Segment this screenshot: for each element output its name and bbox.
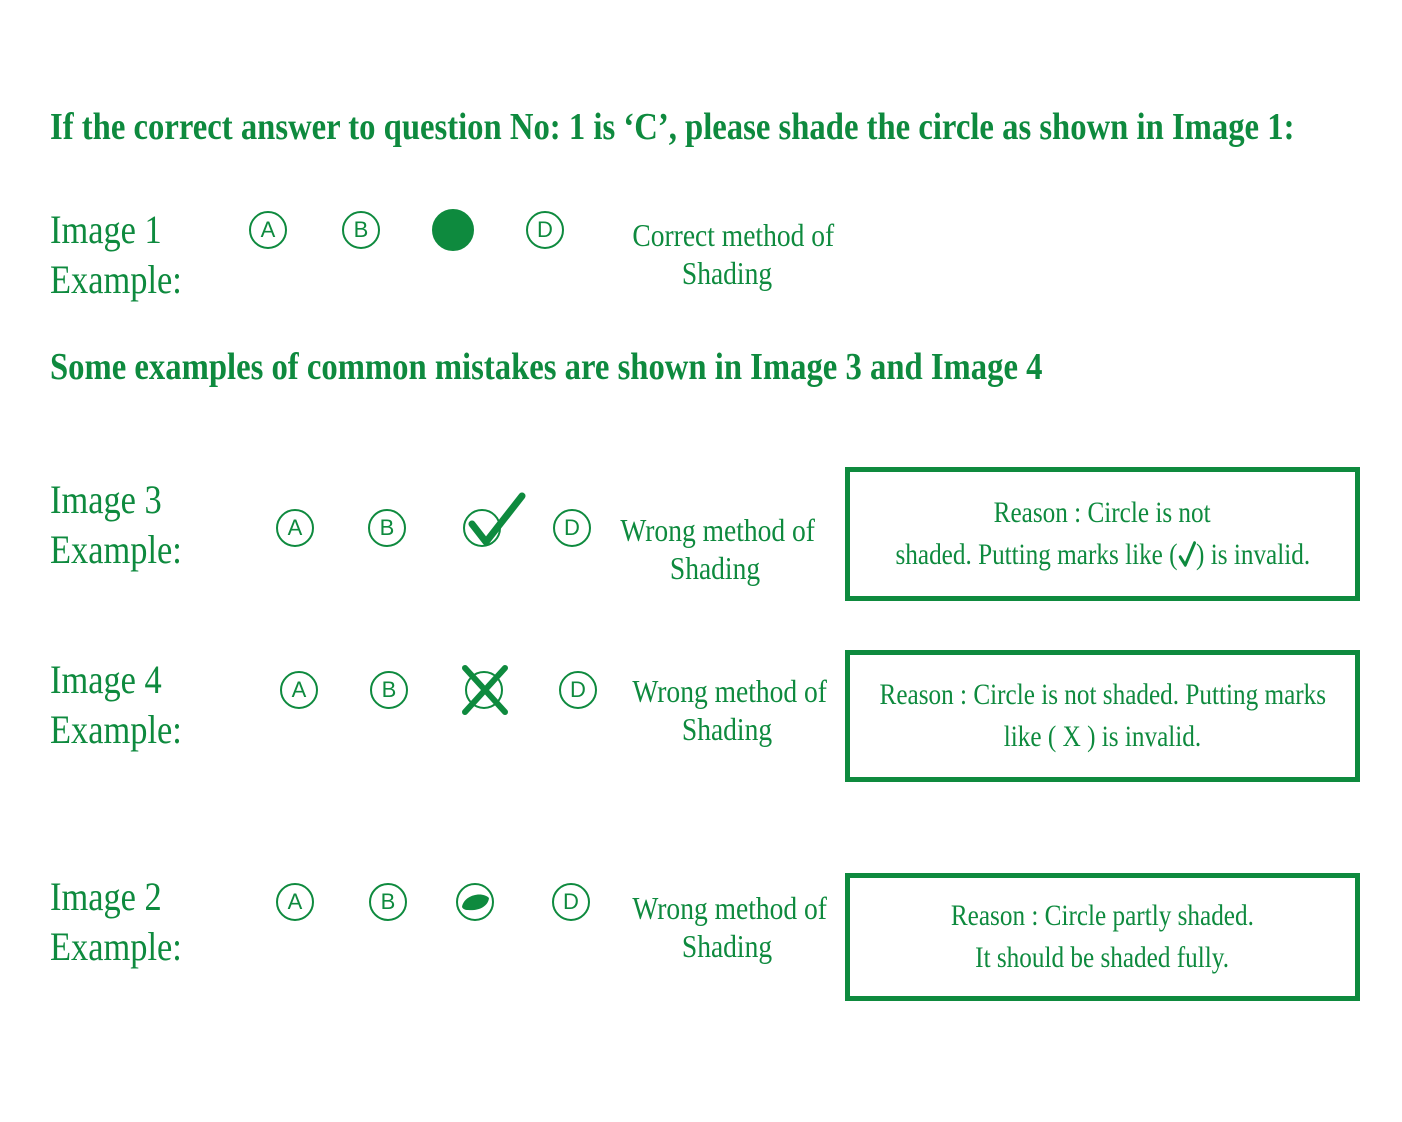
image1-label-line1: Image 1 xyxy=(50,207,162,252)
image4-method-text xyxy=(632,672,827,748)
image4-reason-box xyxy=(845,650,1360,782)
image2-label-line2: Example: xyxy=(50,924,182,969)
image4-reason-line1: Reason : Circle is not shaded. Putting marks xyxy=(879,678,1326,711)
image3-method-line1: Wrong method of xyxy=(620,512,815,548)
image3-option-d-bubble: D xyxy=(553,509,591,547)
image2-method-line1: Wrong method of xyxy=(632,890,827,926)
partial-shade-icon xyxy=(456,883,494,921)
image3-label-line1: Image 3 xyxy=(50,477,162,522)
image3-reason-line2-before: shaded. Putting marks like ( xyxy=(895,538,1178,571)
image1-label xyxy=(50,205,182,305)
image1-option-a-bubble: A xyxy=(249,211,287,249)
image2-option-a-bubble: A xyxy=(276,883,314,921)
image3-method-line2: Shading xyxy=(669,550,761,586)
image4-method-line2: Shading xyxy=(681,711,773,747)
image1-option-b-bubble: B xyxy=(342,211,380,249)
image3-method-text xyxy=(620,511,815,587)
image3-reason-box xyxy=(845,467,1360,601)
image1-method-line1: Correct method of xyxy=(632,217,835,253)
image4-label xyxy=(50,655,182,755)
image1-label-line2: Example: xyxy=(50,257,182,302)
image3-option-a-bubble: A xyxy=(276,509,314,547)
image2-reason-line2: It should be shaded fully. xyxy=(975,941,1230,974)
image4-option-b-bubble: B xyxy=(370,671,408,709)
tick-mark-icon xyxy=(460,490,530,552)
image2-option-b-bubble: B xyxy=(369,883,407,921)
image1-option-d-bubble: D xyxy=(526,211,564,249)
image1-option-c-filled-bubble xyxy=(432,209,474,251)
image4-option-d-bubble: D xyxy=(559,671,597,709)
image4-label-line1: Image 4 xyxy=(50,657,162,702)
image2-reason-box xyxy=(845,873,1360,1001)
image2-reason-line1: Reason : Circle partly shaded. xyxy=(950,899,1255,932)
image1-method-line2: Shading xyxy=(681,255,773,291)
image2-label-line1: Image 2 xyxy=(50,874,162,919)
image2-method-text xyxy=(632,889,827,965)
image2-option-d-bubble: D xyxy=(552,883,590,921)
image4-reason-line2: like ( X ) is invalid. xyxy=(1003,720,1202,753)
image4-method-line1: Wrong method of xyxy=(632,673,827,709)
image3-label-line2: Example: xyxy=(50,527,182,572)
image4-label-line2: Example: xyxy=(50,707,182,752)
cross-mark-icon xyxy=(460,664,510,716)
image2-method-line2: Shading xyxy=(681,928,773,964)
image2-label xyxy=(50,872,182,972)
image3-option-b-bubble: B xyxy=(368,509,406,547)
image1-method-text xyxy=(632,216,835,292)
image3-reason-line2-after: ) is invalid. xyxy=(1195,538,1310,571)
mistakes-heading: Some examples of common mistakes are shown in Image 3 and Image 4 xyxy=(50,346,1043,388)
image4-option-a-bubble: A xyxy=(280,671,318,709)
instruction-heading: If the correct answer to question No: 1 is ‘C’, please shade the circle as shown in Image 1: xyxy=(50,106,1295,148)
image3-label xyxy=(50,475,182,575)
image3-reason-line2 xyxy=(895,534,1310,576)
image3-reason-line1: Reason : Circle is not xyxy=(994,496,1211,529)
inline-tick-icon xyxy=(1177,540,1195,568)
